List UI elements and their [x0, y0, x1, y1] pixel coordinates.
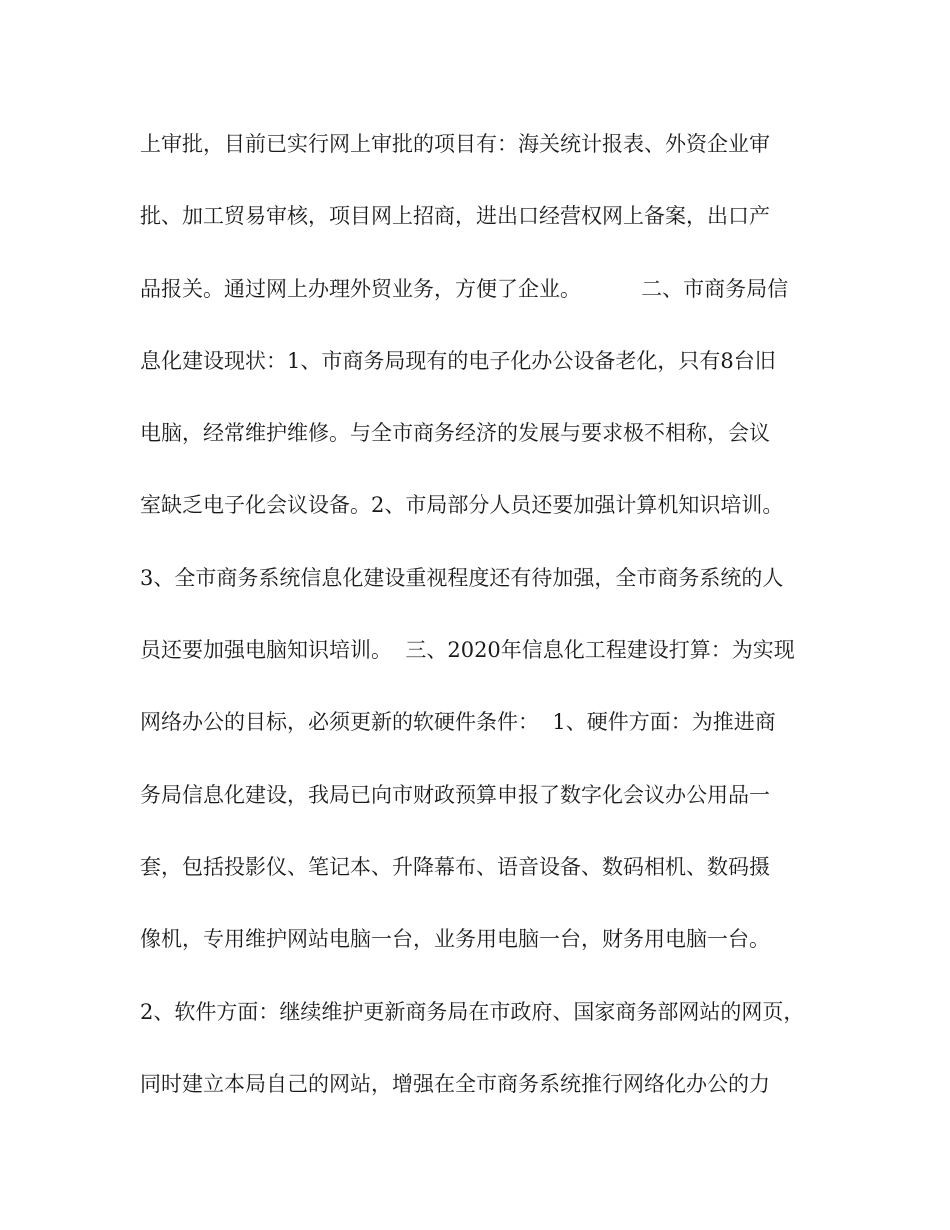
text-line: 2、软件方面：继续维护更新商务局在市政府、国家商务部网站的网页，: [140, 999, 805, 1024]
text-line: 批、加工贸易审核，项目网上招商，进出口经营权网上备案，出口产: [140, 204, 770, 229]
text-line: 务局信息化建设，我局已向市财政预算申报了数字化会议办公用品一: [140, 782, 770, 807]
text-line: 上审批，目前已实行网上审批的项目有：海关统计报表、外资企业审: [140, 132, 770, 156]
text-line: 电脑，经常维护维修。与全市商务经济的发展与要求极不相称，会议: [140, 421, 770, 446]
text-line: 套，包括投影仪、笔记本、升降幕布、语音设备、数码相机、数码摄: [140, 854, 770, 879]
text-line: 息化建设现状：1、市商务局现有的电子化办公设备老化，只有8台旧: [140, 348, 776, 373]
text-line: 品报关。通过网上办理外贸业务，方便了企业。 二、市商务局信: [140, 276, 789, 301]
text-line: 网络办公的目标，必须更新的软硬件条件： 1、硬件方面：为推进商: [140, 710, 776, 735]
text-line: 员还要加强电脑知识培训。 三、2020年信息化工程建设打算：为实现: [140, 638, 795, 663]
text-line: 像机，专用维护网站电脑一台，业务用电脑一台，财务用电脑一台。: [140, 927, 770, 952]
text-line: 室缺乏电子化会议设备。2、市局部分人员还要加强计算机知识培训。: [140, 493, 784, 518]
body-text: [140, 120, 820, 1132]
text-line: 同时建立本局自己的网站，增强在全市商务系统推行网络化办公的力: [140, 1071, 770, 1096]
text-line: 3、全市商务系统信息化建设重视程度还有待加强，全市商务系统的人: [140, 565, 784, 590]
